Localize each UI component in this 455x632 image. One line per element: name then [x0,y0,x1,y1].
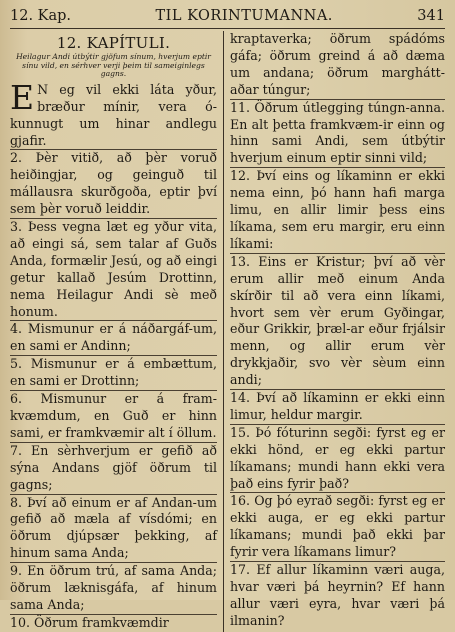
verse: 9. En öðrum trú, af sama Anda; öðrum læknisgáfa, af hinum sama Anda; [10,563,217,615]
text-columns [10,31,447,632]
verse: 17. Ef allur líkaminn væri auga, hvar væri þá heyrnin? Ef hann allur væri eyra, hvar væri þá ilmanin? [230,562,445,628]
verse: 10. Öðrum framkvæmdir [10,614,169,630]
right-column [223,31,445,632]
verse: 13. Eins er Kristur; því að vèr erum allir með einum Anda skírðir til að vera einn líkami, hvort sem vèr erum Gyðingar, eður Grikkir, þræl-ar eður frjálsir menn, og allir erum vèr drykkjaðir, svo vèr sèum einn andi; [230,254,445,390]
verse-1-text: N eg vil ekki láta yður, bræður mínir, vera ó-kunnugt um hinar andlegu gjafir. [10,81,217,148]
book-title: TIL KORINTUMANNA. [155,8,333,24]
verse: 16. Og þó eyrað segði: fyrst eg er ekki auga, er eg ekki partur líkamans; mundi það ekki þar fyrir vera líkamans limur? [230,493,445,562]
verse: 2. Þèr vitið, að þèr voruð heiðingjar, og geinguð til mállausra skurðgoða, eptir því sem þèr voruð leiddir. [10,150,217,219]
verse: kraptaverka; öðrum spádóms gáfa; öðrum greind á að dæma um andana; öðrum marghátt-aðar túngur; [230,31,445,100]
running-header [10,4,445,29]
verse: 14. Því að líkaminn er ekki einn limur, heldur margir. [230,390,445,425]
verse: 8. Því að einum er af Andan-um gefið að mæla af vísdómi; en öðrum djúpsær þekking, af hinum sama Anda; [10,495,217,564]
verse: 5. Mismunur er á embættum, en sami er Drottinn; [10,356,217,391]
verse-1 [10,77,217,151]
chapter-ref: 12. Kap. [10,8,72,24]
verse: 11. Öðrum útlegging túngn-anna. En alt þetta framkvæm-ir einn og hinn sami Andi, sem útbýtir hverjum einum eptir sinni vild; [230,100,445,169]
drop-cap: E [10,77,35,117]
verse: 15. Þó fóturinn segði: fyrst eg er ekki hönd, er eg ekki partur líkamans; mundi hann ekki vera það eins fyrir það? [230,425,445,494]
verse: 7. En sèrhverjum er gefið að sýna Andans gjöf öðrum til gagns; [10,443,217,495]
verse: 12. Því eins og líkaminn er ekki nema einn, þó hann hafi marga limu, en allir limir þess eins líkama, sem eru margir, eru einn líkami: [230,168,445,254]
verse: 6. Mismunur er á fram-kvæmdum, en Guð er hinn sami, er framkvæmir alt í öllum. [10,391,217,443]
page-number: 341 [417,8,445,24]
chapter-heading: 12. KAPÍTULI. [56,34,171,52]
left-column [10,31,223,632]
verse: 4. Mismunur er á náðargáf-um, en sami er Andinn; [10,321,217,356]
chapter-summary: Heilagur Andi útbýtir gjöfum sínum, hverjum eptir sínu vild, en sérhver verji þeim til sameiginlegs gagns. [16,52,211,79]
verse: 3. Þess vegna læt eg yður vita, að eingi sá, sem talar af Guðs Anda, formælir Jesú, og að eingi getur kallað Jesúm Drottinn, nema Heilagur Andi sè með honum. [10,219,217,321]
